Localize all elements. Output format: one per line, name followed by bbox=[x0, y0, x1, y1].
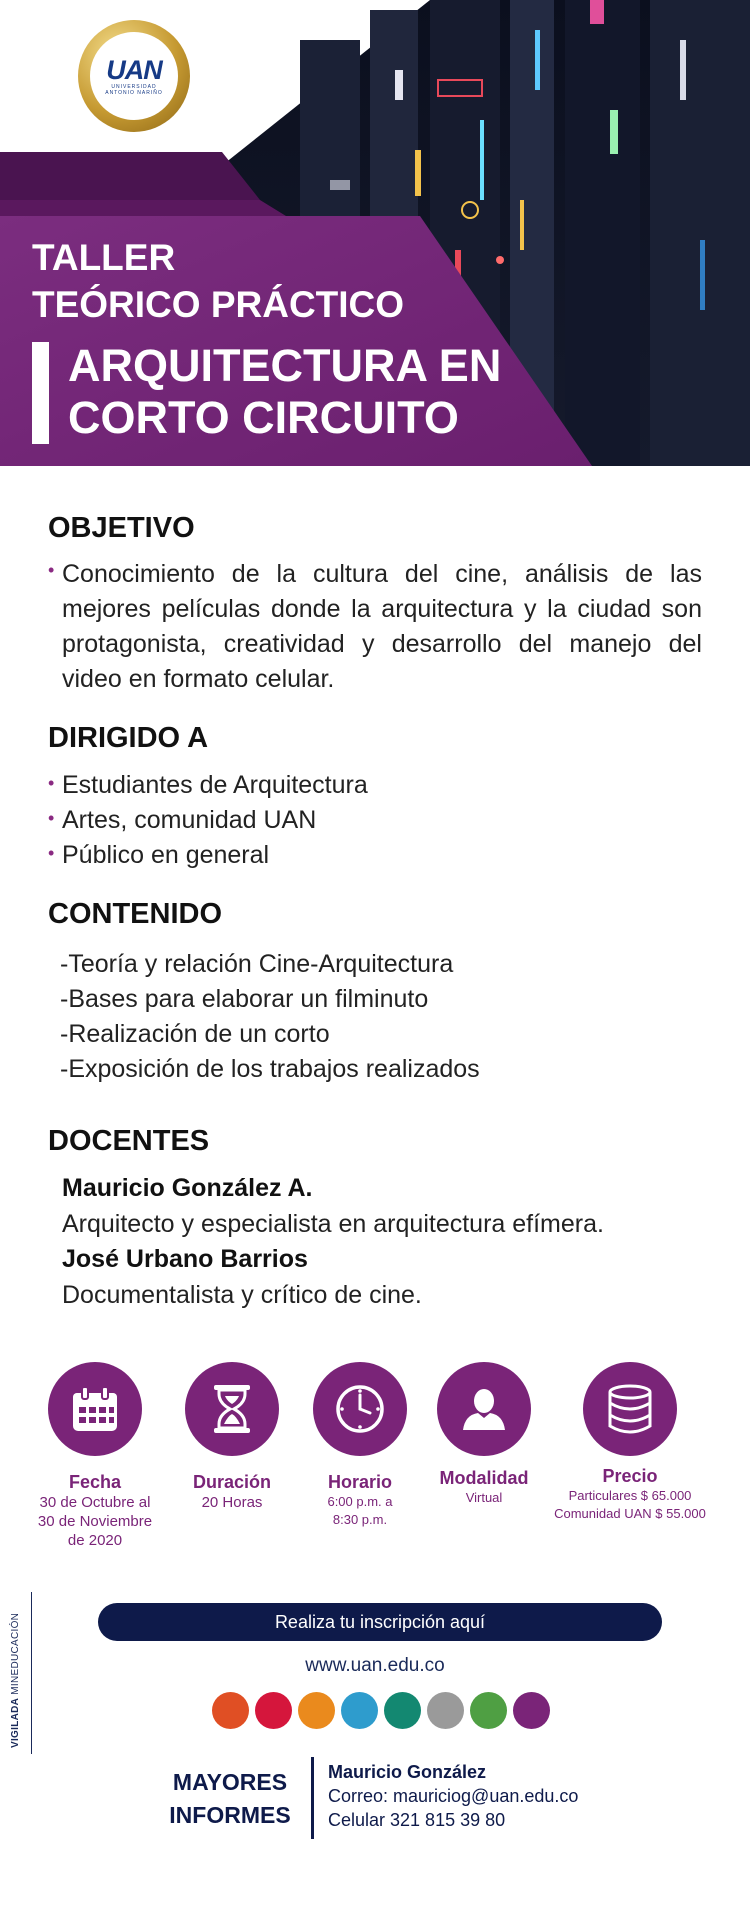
list-item: -Exposición de los trabajos realizados bbox=[60, 1055, 480, 1083]
section-title-docentes: DOCENTES bbox=[48, 1125, 210, 1157]
info-precio bbox=[540, 1362, 720, 1523]
list-item: -Bases para elaborar un filminuto bbox=[60, 985, 429, 1013]
info-value-modalidad: Virtual bbox=[465, 1490, 503, 1505]
website-link[interactable]: www.uan.edu.co bbox=[305, 1655, 445, 1676]
database-icon bbox=[606, 1383, 654, 1435]
info-label-horario: Horario bbox=[327, 1472, 392, 1492]
event-title-line1: ARQUITECTURA EN bbox=[68, 340, 502, 391]
bullet-icon: • bbox=[48, 843, 55, 863]
info-horario bbox=[300, 1362, 420, 1529]
docente-role: Arquitecto y especialista en arquitectura efímera. bbox=[62, 1210, 604, 1238]
contact-email[interactable]: Correo: mauriciog@uan.edu.co bbox=[328, 1786, 579, 1806]
color-dot bbox=[212, 1692, 249, 1729]
header-banner bbox=[0, 0, 750, 466]
info-label-modalidad: Modalidad bbox=[439, 1468, 529, 1488]
list-item: -Realización de un corto bbox=[60, 1020, 330, 1048]
inscripcion-button[interactable]: Realiza tu inscripción aquí bbox=[98, 1603, 662, 1641]
list-item: Público en general bbox=[62, 841, 270, 869]
info-value-horario-2: 8:30 p.m. bbox=[332, 1512, 388, 1527]
vigilada-label bbox=[10, 1613, 21, 1748]
person-icon-circle bbox=[437, 1362, 531, 1456]
uan-logo-sub1: UNIVERSIDAD bbox=[111, 83, 157, 90]
bullet-icon: • bbox=[48, 808, 55, 828]
contact-divider bbox=[311, 1757, 314, 1839]
info-value-horario-1: 6:00 p.m. a bbox=[327, 1494, 393, 1509]
section-title-objetivo: OBJETIVO bbox=[48, 512, 195, 544]
uan-logo-inner bbox=[90, 32, 178, 120]
color-dot bbox=[341, 1692, 378, 1729]
bullet-icon: • bbox=[48, 773, 55, 793]
clock-icon bbox=[334, 1383, 386, 1435]
event-title-line2: CORTO CIRCUITO bbox=[68, 392, 459, 443]
color-dot bbox=[470, 1692, 507, 1729]
list-item: -Teoría y relación Cine-Arquitectura bbox=[60, 950, 454, 978]
uan-logo[interactable] bbox=[78, 20, 190, 132]
bullet-icon: • bbox=[48, 560, 55, 580]
info-duracion bbox=[172, 1362, 292, 1512]
color-dot bbox=[513, 1692, 550, 1729]
info-label-duracion: Duración bbox=[192, 1472, 271, 1492]
hourglass-icon bbox=[210, 1383, 254, 1435]
docente-name: José Urbano Barrios bbox=[62, 1245, 308, 1273]
section-title-contenido: CONTENIDO bbox=[48, 898, 222, 930]
info-value-fecha-2: 30 de Noviembre bbox=[37, 1513, 153, 1530]
info-value-precio-1: Particulares $ 65.000 bbox=[568, 1488, 692, 1503]
list-item: Artes, comunidad UAN bbox=[62, 806, 317, 834]
hourglass-icon-circle bbox=[185, 1362, 279, 1456]
color-dot bbox=[255, 1692, 292, 1729]
info-label-fecha: Fecha bbox=[68, 1472, 122, 1492]
title-accent-bar bbox=[32, 342, 49, 444]
docente-name: Mauricio González A. bbox=[62, 1174, 313, 1202]
info-value-precio-2: Comunidad UAN $ 55.000 bbox=[554, 1506, 706, 1521]
mayores-informes bbox=[165, 1766, 295, 1832]
color-dot bbox=[298, 1692, 335, 1729]
calendar-icon bbox=[69, 1383, 121, 1435]
event-type bbox=[32, 234, 404, 328]
uan-logo-mark: UAN bbox=[106, 54, 162, 85]
info-value-fecha-3: de 2020 bbox=[67, 1532, 123, 1549]
calendar-icon-circle bbox=[48, 1362, 142, 1456]
color-dot bbox=[384, 1692, 421, 1729]
info-fecha bbox=[20, 1362, 170, 1550]
section-title-dirigido: DIRIGIDO A bbox=[48, 722, 209, 754]
person-icon bbox=[459, 1384, 509, 1434]
info-modalidad bbox=[424, 1362, 544, 1507]
event-title bbox=[68, 340, 501, 444]
info-value-fecha-1: 30 de Octubre al bbox=[39, 1494, 151, 1511]
objetivo-text: Conocimiento de la cultura del cine, análisis de las mejores películas donde la arquitectura y la ciudad son protagonista, creatividad y desarrollo del manejo del video en formato celular. bbox=[62, 560, 702, 693]
color-dots bbox=[212, 1692, 550, 1729]
mayores-line1: MAYORES bbox=[172, 1769, 288, 1795]
info-label-precio: Precio bbox=[602, 1466, 658, 1486]
database-icon-circle bbox=[583, 1362, 677, 1456]
contact-name: Mauricio González bbox=[328, 1762, 487, 1782]
list-item: Estudiantes de Arquitectura bbox=[62, 771, 368, 799]
contact-phone[interactable]: Celular 321 815 39 80 bbox=[328, 1810, 506, 1830]
vigilada-rest: MINEDUCACIÓN bbox=[10, 1612, 21, 1698]
mayores-line2: INFORMES bbox=[169, 1802, 291, 1828]
docente-role: Documentalista y crítico de cine. bbox=[62, 1281, 422, 1309]
clock-icon-circle bbox=[313, 1362, 407, 1456]
color-dot bbox=[427, 1692, 464, 1729]
event-type-line1: TALLER bbox=[32, 237, 176, 278]
event-type-line2: TEÓRICO PRÁCTICO bbox=[32, 284, 405, 325]
vigilada-bold: VIGILADA bbox=[10, 1697, 21, 1748]
info-value-duracion: 20 Horas bbox=[201, 1494, 263, 1511]
uan-logo-sub2: ANTONIO NARIÑO bbox=[105, 89, 163, 96]
contact-info bbox=[328, 1760, 578, 1832]
